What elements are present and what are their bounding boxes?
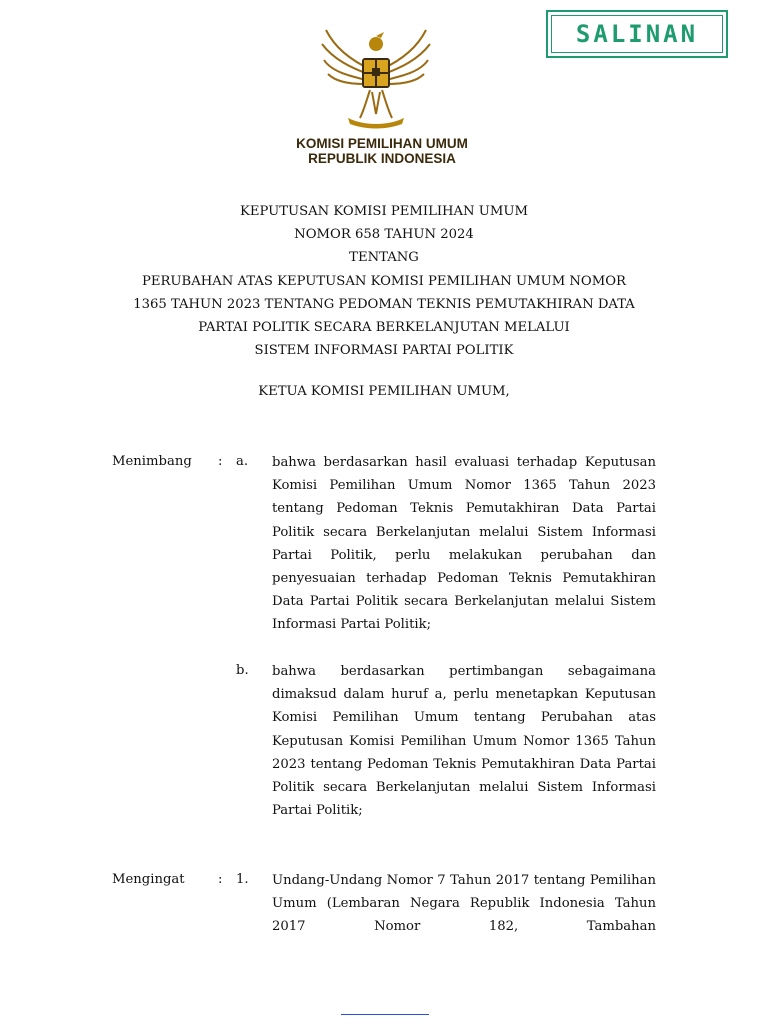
decree-number: NOMOR 658 TAHUN 2024 (294, 227, 474, 243)
menimbang-item-text: bahwa berdasarkan hasil evaluasi terhadap Keputusan Komisi Pemilihan Umum Nomor 1365 Tahun 2023 tentang Pedoman Teknis Pemutakhiran Data Partai Politik secara Berkelanjutan melalui Sistem Informasi Partai Politik, perlu melakukan perubahan dan penyesuaian terhadap Pedoman Teknis Pemutakhiran Data Partai Politik secara Berkelanjutan melalui Sistem Informasi Partai Politik; (272, 455, 656, 633)
decree-about: TENTANG (349, 250, 419, 266)
menimbang-item-marker: a. (236, 454, 249, 469)
menimbang-item-marker: b. (236, 663, 249, 678)
decree-issuer: KETUA KOMISI PEMILIHAN UMUM, (258, 384, 510, 399)
mengingat-colon: : (218, 872, 223, 887)
organization-name (262, 136, 502, 166)
menimbang-item-text: bahwa berdasarkan pertimbangan sebagaimana dimaksud dalam huruf a, perlu menetapkan Keputusan Komisi Pemilihan Umum tentang Perubahan atas Keputusan Komisi Pemilihan Umum Nomor 1365 Tahun 2023 tentang Pedoman Teknis Pemutakhiran Data Partai Politik secara Berkelanjutan melalui Sistem Informasi Partai Politik; (272, 664, 656, 819)
organization-line-1: KOMISI PEMILIHAN UMUM (296, 136, 468, 151)
footer-link-underline[interactable] (341, 1014, 429, 1015)
decree-subject-line: PERUBAHAN ATAS KEPUTUSAN KOMISI PEMILIHAN UMUM NOMOR (142, 273, 626, 289)
stamp-text: SALINAN (575, 20, 699, 48)
menimbang-label: Menimbang (112, 454, 192, 469)
menimbang-colon: : (218, 454, 223, 469)
mengingat-item-text: Undang-Undang Nomor 7 Tahun 2017 tentang Pemilihan Umum (Lembaran Negara Republik Indonesia Tahun 2017 Nomor 182, Tambahan (272, 873, 656, 935)
mengingat-item-marker: 1. (236, 872, 249, 887)
mengingat-label: Mengingat (112, 872, 185, 887)
decree-subject-line: SISTEM INFORMASI PARTAI POLITIK (254, 343, 514, 359)
decree-subject-line: PARTAI POLITIK SECARA BERKELANJUTAN MELALUI (198, 320, 570, 336)
organization-line-2: REPUBLIK INDONESIA (308, 151, 456, 166)
salinan-stamp (546, 10, 728, 58)
decree-subject-line: 1365 TAHUN 2023 TENTANG PEDOMAN TEKNIS PEMUTAKHIRAN DATA (133, 296, 635, 312)
garuda-pancasila-emblem-icon (314, 22, 438, 132)
decree-heading (96, 200, 672, 362)
decree-title: KEPUTUSAN KOMISI PEMILIHAN UMUM (239, 204, 529, 219)
